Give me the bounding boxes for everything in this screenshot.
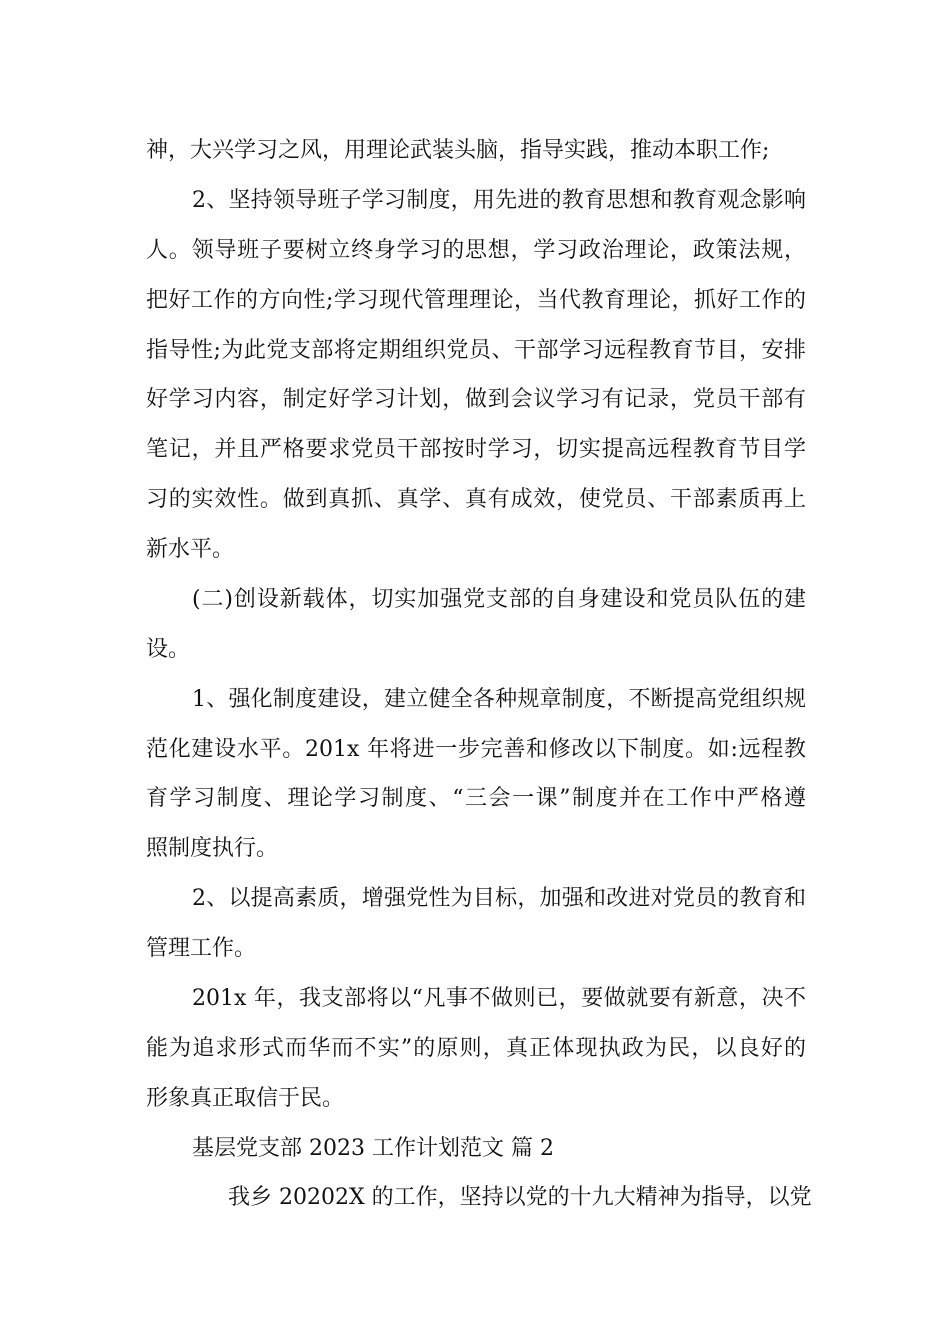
text-line: 神，大兴学习之风，用理论武装头脑，指导实践，推动本职工作;	[146, 138, 770, 163]
text-line: 习的实效性。做到真抓、真学、真有成效，使党员、干部素质再上	[146, 487, 806, 512]
text-line: 育学习制度、理论学习制度、“三会一课”制度并在工作中严格遵	[146, 786, 806, 811]
text-line: 人。领导班子要树立终身学习的思想，学习政治理论，政策法规，	[146, 238, 806, 263]
text-line: 照制度执行。	[146, 836, 279, 861]
text-line: 形象真正取信于民。	[146, 1086, 345, 1111]
text-line: 设。	[146, 637, 191, 662]
text-line: 笔记，并且严格要求党员干部按时学习，切实提高远程教育节目学	[146, 437, 806, 462]
text-line: 我乡 20202X 的工作，坚持以党的十九大精神为指导，以党	[228, 1185, 812, 1210]
text-line: 新水平。	[146, 537, 235, 562]
text-line: 好学习内容，制定好学习计划，做到会议学习有记录，党员干部有	[146, 387, 806, 412]
text-line: 管理工作。	[146, 936, 257, 961]
text-line: 2、以提高素质，增强党性为目标，加强和改进对党员的教育和	[192, 886, 806, 911]
text-line: 指导性;为此党支部将定期组织党员、干部学习远程教育节目，安排	[146, 338, 806, 363]
text-line: 2、坚持领导班子学习制度，用先进的教育思想和教育观念影响	[192, 188, 806, 213]
text-line: 能为追求形式而华而不实”的原则，真正体现执政为民，以良好的	[146, 1036, 806, 1061]
text-line: 201x 年，我支部将以“凡事不做则已，要做就要有新意，决不	[192, 986, 806, 1011]
document-subtitle: 基层党支部 2023 工作计划范文 篇 2	[192, 1136, 554, 1161]
text-line: 范化建设水平。201x 年将进一步完善和修改以下制度。如:远程教	[146, 737, 806, 762]
text-line: 1、强化制度建设，建立健全各种规章制度，不断提高党组织规	[192, 687, 806, 712]
section-heading: (二)创设新载体，切实加强党支部的自身建设和党员队伍的建	[192, 587, 806, 612]
text-line: 把好工作的方向性;学习现代管理理论，当代教育理论，抓好工作的	[146, 288, 806, 313]
